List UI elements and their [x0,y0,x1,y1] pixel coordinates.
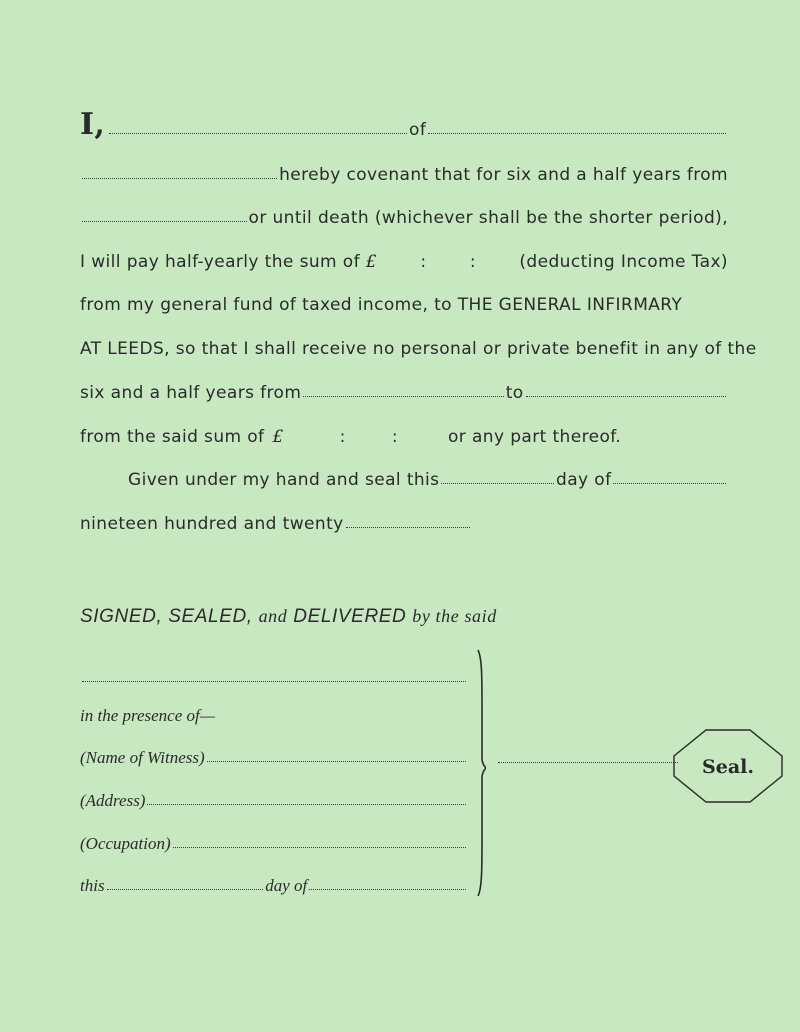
seal-label: Seal. [702,756,754,778]
given-line [128,462,728,490]
and-text: and [258,606,288,626]
witness-name-label: (Name of Witness) [80,748,205,767]
name-line [80,107,728,142]
any-part-text: or any part thereof. [447,427,622,447]
pay-text: I will pay half-yearly the sum of [80,252,360,272]
witness-address-label: (Address) [80,791,146,810]
witness-occupation-line [80,830,468,854]
year-line [80,506,472,534]
witness-date-line [80,872,468,896]
leeds-text: AT LEEDS, so that I shall receive no personal or private benefit in any of the [80,339,757,359]
presence-line [80,702,468,726]
given-day-field[interactable] [441,483,554,484]
witness-name-line [80,744,468,768]
opening-mark: I, [80,107,106,142]
year-field[interactable] [346,527,470,528]
hereby-text: hereby covenant that for six and a half years from [279,165,728,185]
seal-signature-field[interactable] [498,762,678,763]
witness-day-field[interactable] [107,889,264,890]
covenant-line [80,157,728,185]
amount-colon-2: : [469,252,477,272]
fund-line [80,287,728,315]
six-half-text: six and a half years from [80,383,302,403]
witness-month-field[interactable] [309,889,466,890]
pound-sign-2: £ [272,427,284,447]
deducting-text: (deducting Income Tax) [519,252,728,272]
residence-field[interactable] [428,133,726,134]
leeds-line [80,331,757,359]
presence-text: in the presence of— [80,706,215,725]
witness-address-field[interactable] [147,804,466,805]
witness-occupation-field[interactable] [173,847,466,848]
given-month-field[interactable] [613,483,726,484]
until-line [80,200,728,228]
brace-icon [476,648,486,898]
witness-occupation-label: (Occupation) [80,834,171,853]
day-of-label: day of [556,470,612,490]
to-label: to [505,383,524,403]
period-line [80,375,728,403]
start-date-field[interactable] [82,221,247,222]
witness-this-label: this [80,876,105,895]
pay-line [80,244,728,272]
fund-text: from my general fund of taxed income, to THE GENERAL INFIRMARY [80,295,683,315]
name-field[interactable] [109,133,407,134]
period-from-field[interactable] [303,396,503,397]
sum-line [80,419,640,447]
period-to-field[interactable] [526,396,726,397]
witness-address-line [80,787,468,811]
witness-name-field[interactable] [207,761,466,762]
of-label: of [409,120,427,140]
amount-colon-1: : [420,252,427,272]
or-until-text: or until death (whichever shall be the shorter period), [248,208,728,228]
signed-heading [80,606,497,628]
covenant-prefix-field[interactable] [82,178,277,179]
signature-line [80,664,468,688]
from-said-text: from the said sum of [80,427,265,447]
by-said-text: by the said [412,606,497,626]
delivered-text: DELIVERED [293,606,407,627]
witness-day-of-label: day of [265,876,308,895]
given-text: Given under my hand and seal this [128,470,440,490]
signed-sealed-text: SIGNED, SEALED, [80,606,253,627]
nineteen-text: nineteen hundred and twenty [80,514,344,534]
sum-colon-2: : [391,427,398,447]
sum-colon-1: : [339,427,346,447]
signature-field[interactable] [82,681,466,682]
pound-sign: £ [365,252,378,272]
